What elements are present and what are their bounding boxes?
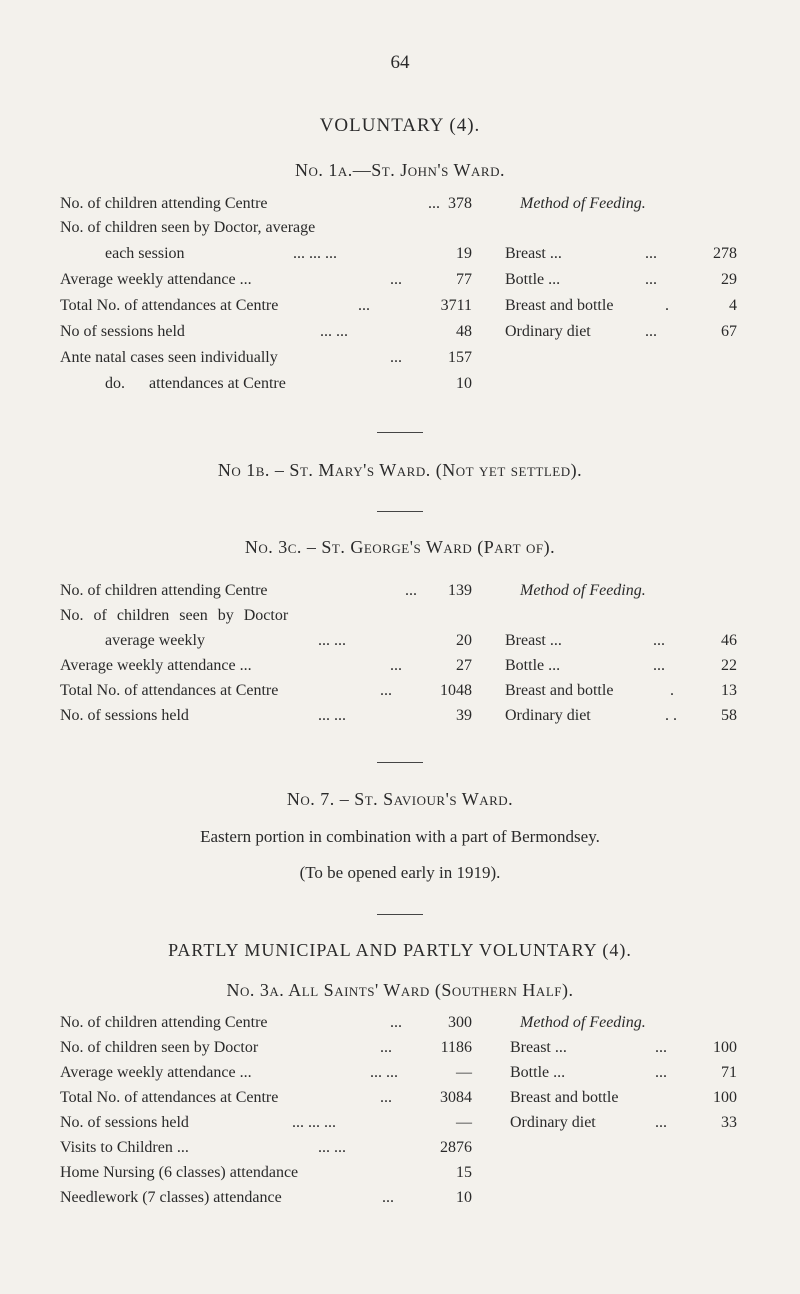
st-saviours-note: Eastern portion in combination with a part of Bermondsey. bbox=[200, 827, 600, 846]
ward-heading-st-saviours: No. 7. – St. Saviour's Ward. bbox=[286, 789, 514, 809]
method-of-feeding-title: Method of Feeding. bbox=[520, 1014, 646, 1031]
ward-heading-st-johns: No. 1a.—St. John's Ward. bbox=[295, 160, 505, 180]
section-divider bbox=[377, 914, 423, 915]
section-divider bbox=[377, 762, 423, 763]
section-divider bbox=[377, 511, 423, 512]
ward-heading-st-georges: No. 3c. – St. George's Ward (Part of). bbox=[244, 537, 556, 557]
ward-heading-all-saints: No. 3a. All Saints' Ward (Southern Half). bbox=[226, 980, 574, 1000]
section-heading-voluntary: VOLUNTARY (4). bbox=[319, 115, 481, 136]
section-divider bbox=[377, 432, 423, 433]
page-number: 64 bbox=[390, 52, 410, 73]
section-heading-partly-municipal: PARTLY MUNICIPAL AND PARTLY VOLUNTARY (4). bbox=[168, 940, 632, 960]
ward-heading-st-marys: No 1b. – St. Mary's Ward. (Not yet settled). bbox=[217, 460, 583, 480]
document-page: 64 VOLUNTARY (4). No. 1a.—St. John's Ward. No. of children attending Centre ... 378 No. of children seen by Doctor, average each session ... ... ... 19 Average weekly attendance ... ... 77 Total No. of attendances at Centre ... 3711 No of sessions held ... ... 48 Ante natal cases seen individually ... 157 do. attendances at Centre 10 Method of Feeding. Breast ... ... 278 Bottle ... ... 29 Breast and bottle . 4 Ordinary diet ... 67 No 1b. – St. Mary's Ward. (Not yet settled). No. 3c. – St. George's Ward (Part of). No. of children attending Centre ... 139 No. of children seen by Doctor average weekly ... ... 20 Average weekly attendance ... ... 27 Total No. of attendances at Centre ... 1048 No. of sessions held ... ... 39 Method of Feeding. Breast ... ... 46 Bottle ... ... 22 Breast and bottle . 13 Ordinary diet . . 58 No. 7. – St. Saviour's Ward. Eastern portion in combination with a part of Bermondsey. (To be opened early in 1919). PARTLY MUNICIPAL AND PARTLY VOLUNTARY (4). No. 3a. All Saints' Ward (Southern Half). No. of children attending Centre ... 300 No. of children seen by Doctor ... 1186 Average weekly attendance ... ... ... — Total No. of attendances at Centre ... 3084 No. of sessions held ... ... ... — Visits to Children ... ... ... 2876 Home Nursing (6 classes) attendance 15 Needlework (7 classes) attendance ... 10 Method of Feeding. Breast ... ... 100 Bottle ... ... 71 Breast and bottle 100 Ordinary diet ... 33 bbox=[0, 0, 800, 1294]
method-of-feeding-title: Method of Feeding. bbox=[520, 582, 646, 599]
st-saviours-opening-note: (To be opened early in 1919). bbox=[299, 863, 501, 882]
method-of-feeding-title: Method of Feeding. bbox=[520, 195, 646, 212]
